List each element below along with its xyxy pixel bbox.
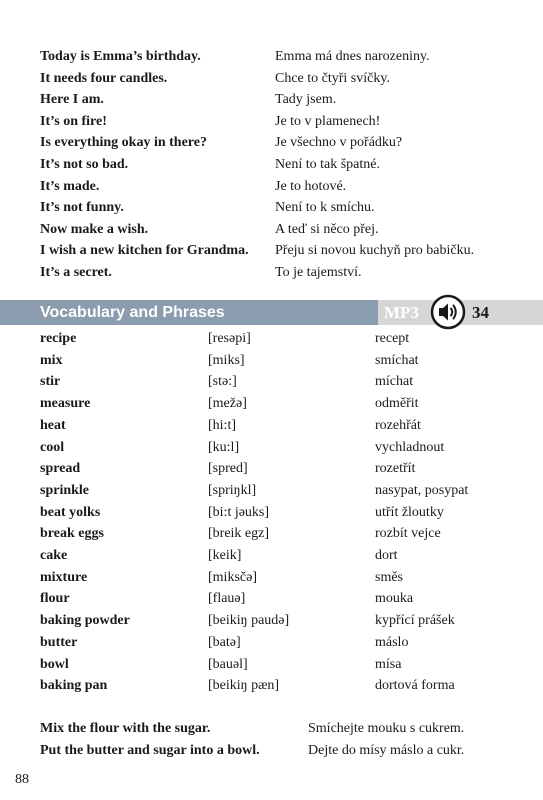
page-number: 88 [15, 772, 29, 787]
vocab-word: measure [40, 396, 91, 412]
dialogue-czech: Chce to čtyři svíčky. [275, 70, 390, 86]
vocab-word: beat yolks [40, 504, 101, 520]
dialogue-english: Today is Emma’s birthday. [40, 49, 201, 64]
dialogue-czech: To je tajemství. [275, 265, 362, 280]
dialogue-czech: Není to k smíchu. [275, 200, 375, 216]
dialogue-czech: Tady jsem. [275, 92, 337, 108]
vocab-translation: dortová forma [375, 678, 455, 694]
vocab-translation: smíchat [375, 352, 419, 368]
vocab-translation: odměřit [375, 396, 419, 412]
vocab-word: stir [40, 374, 61, 390]
vocab-word: heat [40, 417, 66, 433]
vocab-pronunciation: [stə:] [208, 374, 237, 390]
dialogue-czech: Přeju si novou kuchyň pro babičku. [275, 243, 475, 259]
dialogue-english: It needs four candles. [40, 70, 168, 86]
dialogue-czech: Není to tak špatné. [275, 157, 380, 172]
dialogue-czech: Emma má dnes narozeniny. [275, 49, 430, 64]
dialogue-english: It’s not so bad. [40, 157, 129, 172]
vocab-pronunciation: [resəpi] [208, 331, 251, 346]
dialogue-czech: Je to hotové. [275, 178, 347, 194]
phrase-czech: Smíchejte mouku s cukrem. [308, 721, 465, 736]
phrase-english: Mix the flour with the sugar. [40, 721, 211, 736]
vocab-word: sprinkle [40, 482, 90, 498]
vocab-pronunciation: [hi:t] [208, 417, 236, 433]
vocab-translation: rozbít vejce [375, 526, 441, 542]
dialogue-english: Now make a wish. [40, 221, 149, 237]
vocab-pronunciation: [beikiŋ paudə] [208, 613, 290, 629]
vocab-pronunciation: [batə] [208, 634, 241, 650]
vocab-pronunciation: [ku:l] [208, 439, 240, 455]
dialogue-english: Here I am. [40, 92, 104, 108]
section-title: Vocabulary and Phrases [40, 304, 225, 321]
vocab-translation: nasypat, posypat [375, 482, 469, 498]
vocab-translation: kypřící prášek [375, 613, 455, 629]
vocab-translation: rozehřát [375, 417, 421, 433]
vocab-pronunciation: [keik] [208, 548, 242, 563]
dialogue-english: Is everything okay in there? [40, 135, 207, 151]
vocab-word: baking pan [40, 678, 108, 694]
dialogue-english: It’s not funny. [40, 200, 124, 216]
dialogue-czech: A teď si něco přej. [275, 221, 379, 237]
vocab-word: mixture [40, 569, 88, 585]
section-banner [0, 300, 543, 325]
vocab-translation: utřít žloutky [375, 504, 444, 520]
vocab-pronunciation: [beikiŋ pæn] [208, 678, 280, 694]
dialogue-english: I wish a new kitchen for Grandma. [40, 243, 249, 259]
vocab-pronunciation: [spriŋkl] [208, 482, 257, 498]
vocab-translation: máslo [375, 634, 409, 650]
vocab-pronunciation: [flauə] [208, 591, 246, 607]
vocab-pronunciation: [bauəl] [208, 656, 248, 672]
vocab-translation: směs [375, 569, 403, 585]
vocab-word: cake [40, 548, 68, 563]
speaker-icon[interactable] [430, 294, 466, 330]
vocab-pronunciation: [miksčə] [208, 569, 257, 585]
vocab-translation: rozetřít [375, 461, 416, 477]
vocab-word: butter [40, 634, 78, 650]
vocab-translation: recept [375, 331, 410, 346]
dialogue-english: It’s made. [40, 178, 100, 194]
vocab-word: recipe [40, 331, 77, 346]
dialogue-english: It’s a secret. [40, 265, 112, 280]
vocab-word: spread [40, 461, 81, 477]
phrase-english: Put the butter and sugar into a bowl. [40, 742, 260, 758]
dialogue-english: It’s on fire! [40, 113, 107, 129]
vocab-translation: mouka [375, 591, 414, 607]
vocab-translation: mísa [375, 656, 402, 672]
vocab-translation: vychladnout [375, 439, 445, 455]
dialogue-czech: Je všechno v pořádku? [275, 135, 403, 151]
vocab-translation: dort [375, 548, 398, 563]
vocab-word: bowl [40, 656, 69, 672]
vocab-word: cool [40, 439, 65, 455]
vocab-pronunciation: [spred] [208, 461, 248, 477]
vocab-pronunciation: [miks] [208, 352, 245, 368]
vocab-pronunciation: [bi:t jəuks] [208, 504, 270, 520]
track-number: 34 [472, 303, 489, 322]
vocab-pronunciation: [mežə] [208, 396, 247, 412]
mp3-label: MP3 [384, 303, 419, 322]
phrase-czech: Dejte do mísy máslo a cukr. [308, 742, 465, 758]
vocab-word: break eggs [40, 526, 104, 542]
vocab-word: flour [40, 591, 70, 607]
vocab-translation: míchat [375, 374, 414, 390]
vocab-pronunciation: [breik egz] [208, 526, 270, 542]
vocab-word: baking powder [40, 613, 130, 629]
vocab-word: mix [40, 352, 63, 368]
dialogue-czech: Je to v plamenech! [275, 113, 381, 129]
